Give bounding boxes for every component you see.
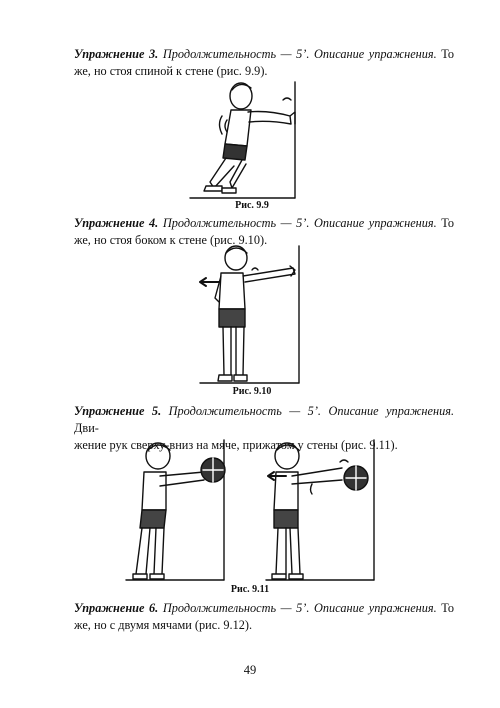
exercise-5-duration: Продолжительность — 5’.: [168, 404, 321, 418]
exercise-5-tail: Дви-: [74, 421, 99, 435]
exercise-4-desc-label: Описание упражнения.: [314, 216, 437, 230]
figure-9-11-caption: Рис. 9.11: [230, 584, 270, 595]
exercise-6-title: Упражнение 6.: [74, 601, 159, 615]
exercise-4-title: Упражнение 4.: [74, 216, 159, 230]
exercise-6-duration: Продолжительность — 5’.: [162, 601, 310, 615]
exercise-4-text: же, но стоя боком к стене (рис. 9.10).: [74, 233, 268, 247]
exercise-5-text: жение рук сверху-вниз на мяче, прижатом у стены (рис. 9.11).: [74, 438, 398, 452]
exercise-3-desc-label: Описание упражнения.: [314, 47, 437, 61]
exercise-5-desc-label: Описание упражнения.: [328, 404, 455, 418]
exercise-3-duration: Продолжительность — 5’.: [162, 47, 310, 61]
exercise-4-duration: Продолжительность — 5’.: [162, 216, 310, 230]
exercise-6-tail: То: [441, 601, 455, 615]
exercise-3-tail: То: [441, 47, 455, 61]
exercise-4-tail: То: [441, 216, 455, 230]
exercise-5-title: Упражнение 5.: [74, 404, 162, 418]
exercise-6-desc-label: Описание упражнения.: [314, 601, 437, 615]
exercise-3-text: же, но стоя спиной к стене (рис. 9.9).: [74, 64, 268, 78]
exercise-3-title: Упражнение 3.: [74, 47, 159, 61]
exercise-6-text: же, но с двумя мячами (рис. 9.12).: [74, 618, 253, 632]
page-number: 49: [243, 663, 257, 677]
figure-9-10-caption: Рис. 9.10: [232, 386, 272, 397]
figure-9-9-caption: Рис. 9.9: [235, 200, 269, 211]
